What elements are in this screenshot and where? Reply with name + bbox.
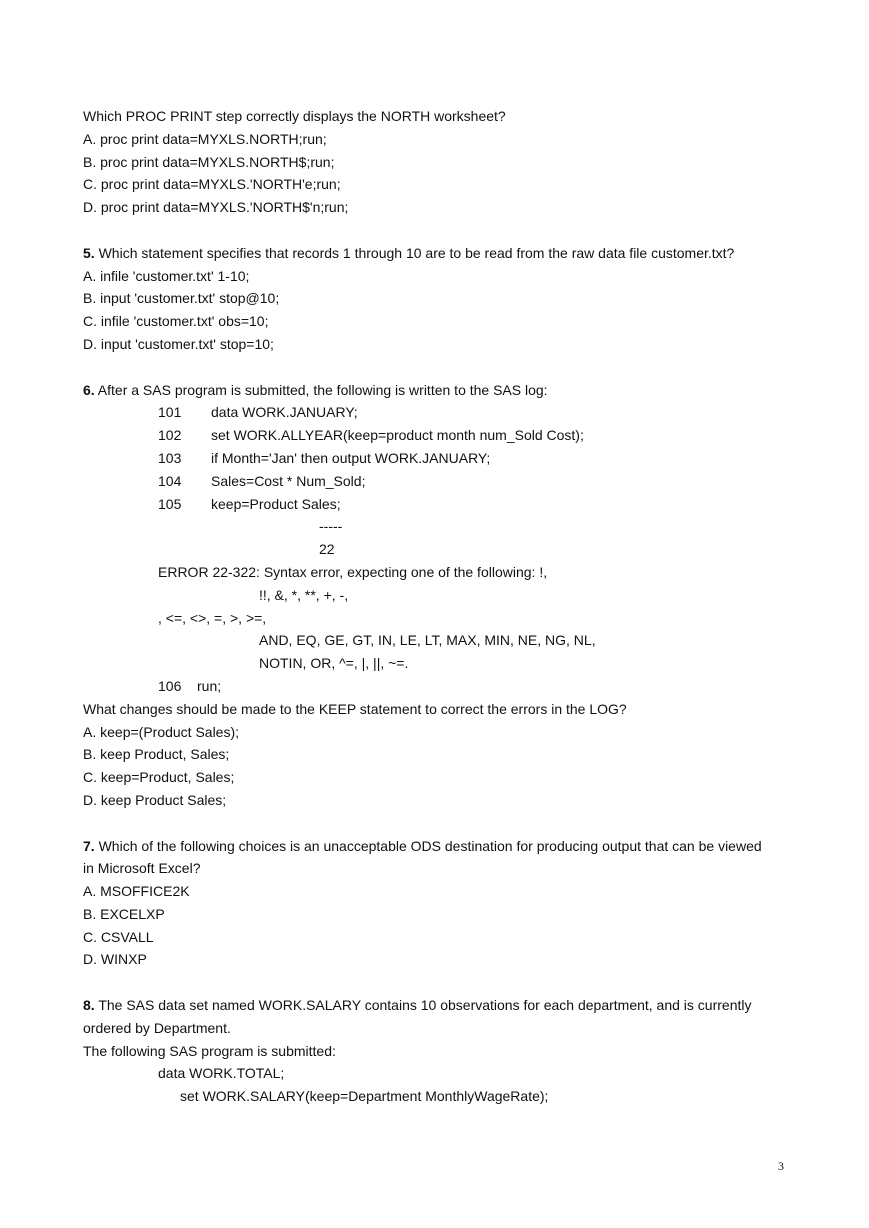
q6-option-d: D. keep Product Sales; [83, 791, 227, 808]
q4-option-c: C. proc print data=MYXLS.'NORTH'e;run; [83, 176, 341, 193]
log-error-continuation: AND, EQ, GE, GT, IN, LE, LT, MAX, MIN, NE, NG, NL, [259, 632, 596, 649]
log-error-continuation: NOTIN, OR, ^=, |, ||, ~=. [259, 655, 409, 672]
q5-option-a: A. infile 'customer.txt' 1-10; [83, 267, 250, 284]
log-line-101 [83, 401, 803, 424]
q5-option-d: D. input 'customer.txt' stop=10; [83, 335, 274, 352]
log-line-number: 105 [158, 495, 182, 512]
q7-stem [83, 835, 803, 858]
log-line-103 [83, 447, 803, 470]
page-number: 3 [778, 1159, 784, 1173]
q8-submitted-label: The following SAS program is submitted: [83, 1042, 336, 1059]
q8-number: 8. [83, 997, 95, 1014]
log-line-105 [83, 493, 803, 516]
log-error-message: ERROR 22-322: Syntax error, expecting one of the following: !, [158, 563, 548, 580]
q5-option-c: C. infile 'customer.txt' obs=10; [83, 313, 269, 330]
q7-stem-text: Which of the following choices is an unacceptable ODS destination for producing output that can be viewed [94, 837, 762, 854]
log-line-code: data WORK.JANUARY; [211, 404, 358, 421]
q7-stem-continued: in Microsoft Excel? [83, 860, 201, 877]
log-line-code: if Month='Jan' then output WORK.JANUARY; [211, 449, 491, 466]
q4-stem: Which PROC PRINT step correctly displays the NORTH worksheet? [83, 108, 506, 124]
q6-stem-text: After a SAS program is submitted, the following is written to the SAS log: [94, 381, 548, 398]
q5-option-b: B. input 'customer.txt' stop@10; [83, 290, 280, 307]
log-line-code: run; [197, 677, 222, 694]
q8-stem-text: The SAS data set named WORK.SALARY contains 10 observations for each department, and is currently [94, 997, 752, 1014]
q7-option-c: C. CSVALL [83, 928, 154, 945]
log-line-number: 106 [158, 677, 182, 694]
q6-question: What changes should be made to the KEEP statement to correct the errors in the LOG? [83, 700, 627, 717]
q4-option-b: B. proc print data=MYXLS.NORTH$;run; [83, 153, 335, 170]
q8-stem [83, 994, 803, 1017]
q7-number: 7. [83, 837, 95, 854]
q6-stem [83, 379, 803, 402]
q5-stem-text: Which statement specifies that records 1 through 10 are to be read from the raw data file customer.txt? [94, 244, 735, 261]
log-line-code: Sales=Cost * Num_Sold; [211, 472, 366, 489]
q7-option-d: D. WINXP [83, 951, 147, 968]
q6-option-b: B. keep Product, Sales; [83, 746, 230, 763]
q4-option-a: A. proc print data=MYXLS.NORTH;run; [83, 130, 327, 147]
q7-option-a: A. MSOFFICE2K [83, 883, 190, 900]
q8-code-line: data WORK.TOTAL; [158, 1065, 285, 1082]
log-line-106 [83, 675, 803, 698]
q6-option-a: A. keep=(Product Sales); [83, 723, 240, 740]
log-line-number: 102 [158, 427, 182, 444]
q6-number: 6. [83, 381, 95, 398]
log-line-102 [83, 424, 803, 447]
log-line-code: keep=Product Sales; [211, 495, 341, 512]
q4-option-d: D. proc print data=MYXLS.'NORTH$'n;run; [83, 199, 349, 216]
q8-stem-continued: ordered by Department. [83, 1019, 231, 1036]
q5-number: 5. [83, 244, 95, 261]
log-error-continuation: !!, &, *, **, +, -, [259, 586, 349, 603]
log-error-underline: ----- [319, 518, 343, 535]
log-error-continuation: , <=, <>, =, >, >=, [158, 609, 267, 626]
log-line-number: 104 [158, 472, 182, 489]
q8-code-line: set WORK.SALARY(keep=Department MonthlyWageRate); [180, 1088, 549, 1105]
log-line-104 [83, 470, 803, 493]
q5-stem [83, 242, 803, 265]
log-error-code: 22 [319, 541, 335, 558]
document-page [83, 105, 803, 1108]
q6-option-c: C. keep=Product, Sales; [83, 769, 235, 786]
q7-option-b: B. EXCELXP [83, 905, 165, 922]
log-line-number: 103 [158, 449, 182, 466]
log-line-code: set WORK.ALLYEAR(keep=product month num_Sold Cost); [211, 427, 584, 444]
log-line-number: 101 [158, 404, 182, 421]
